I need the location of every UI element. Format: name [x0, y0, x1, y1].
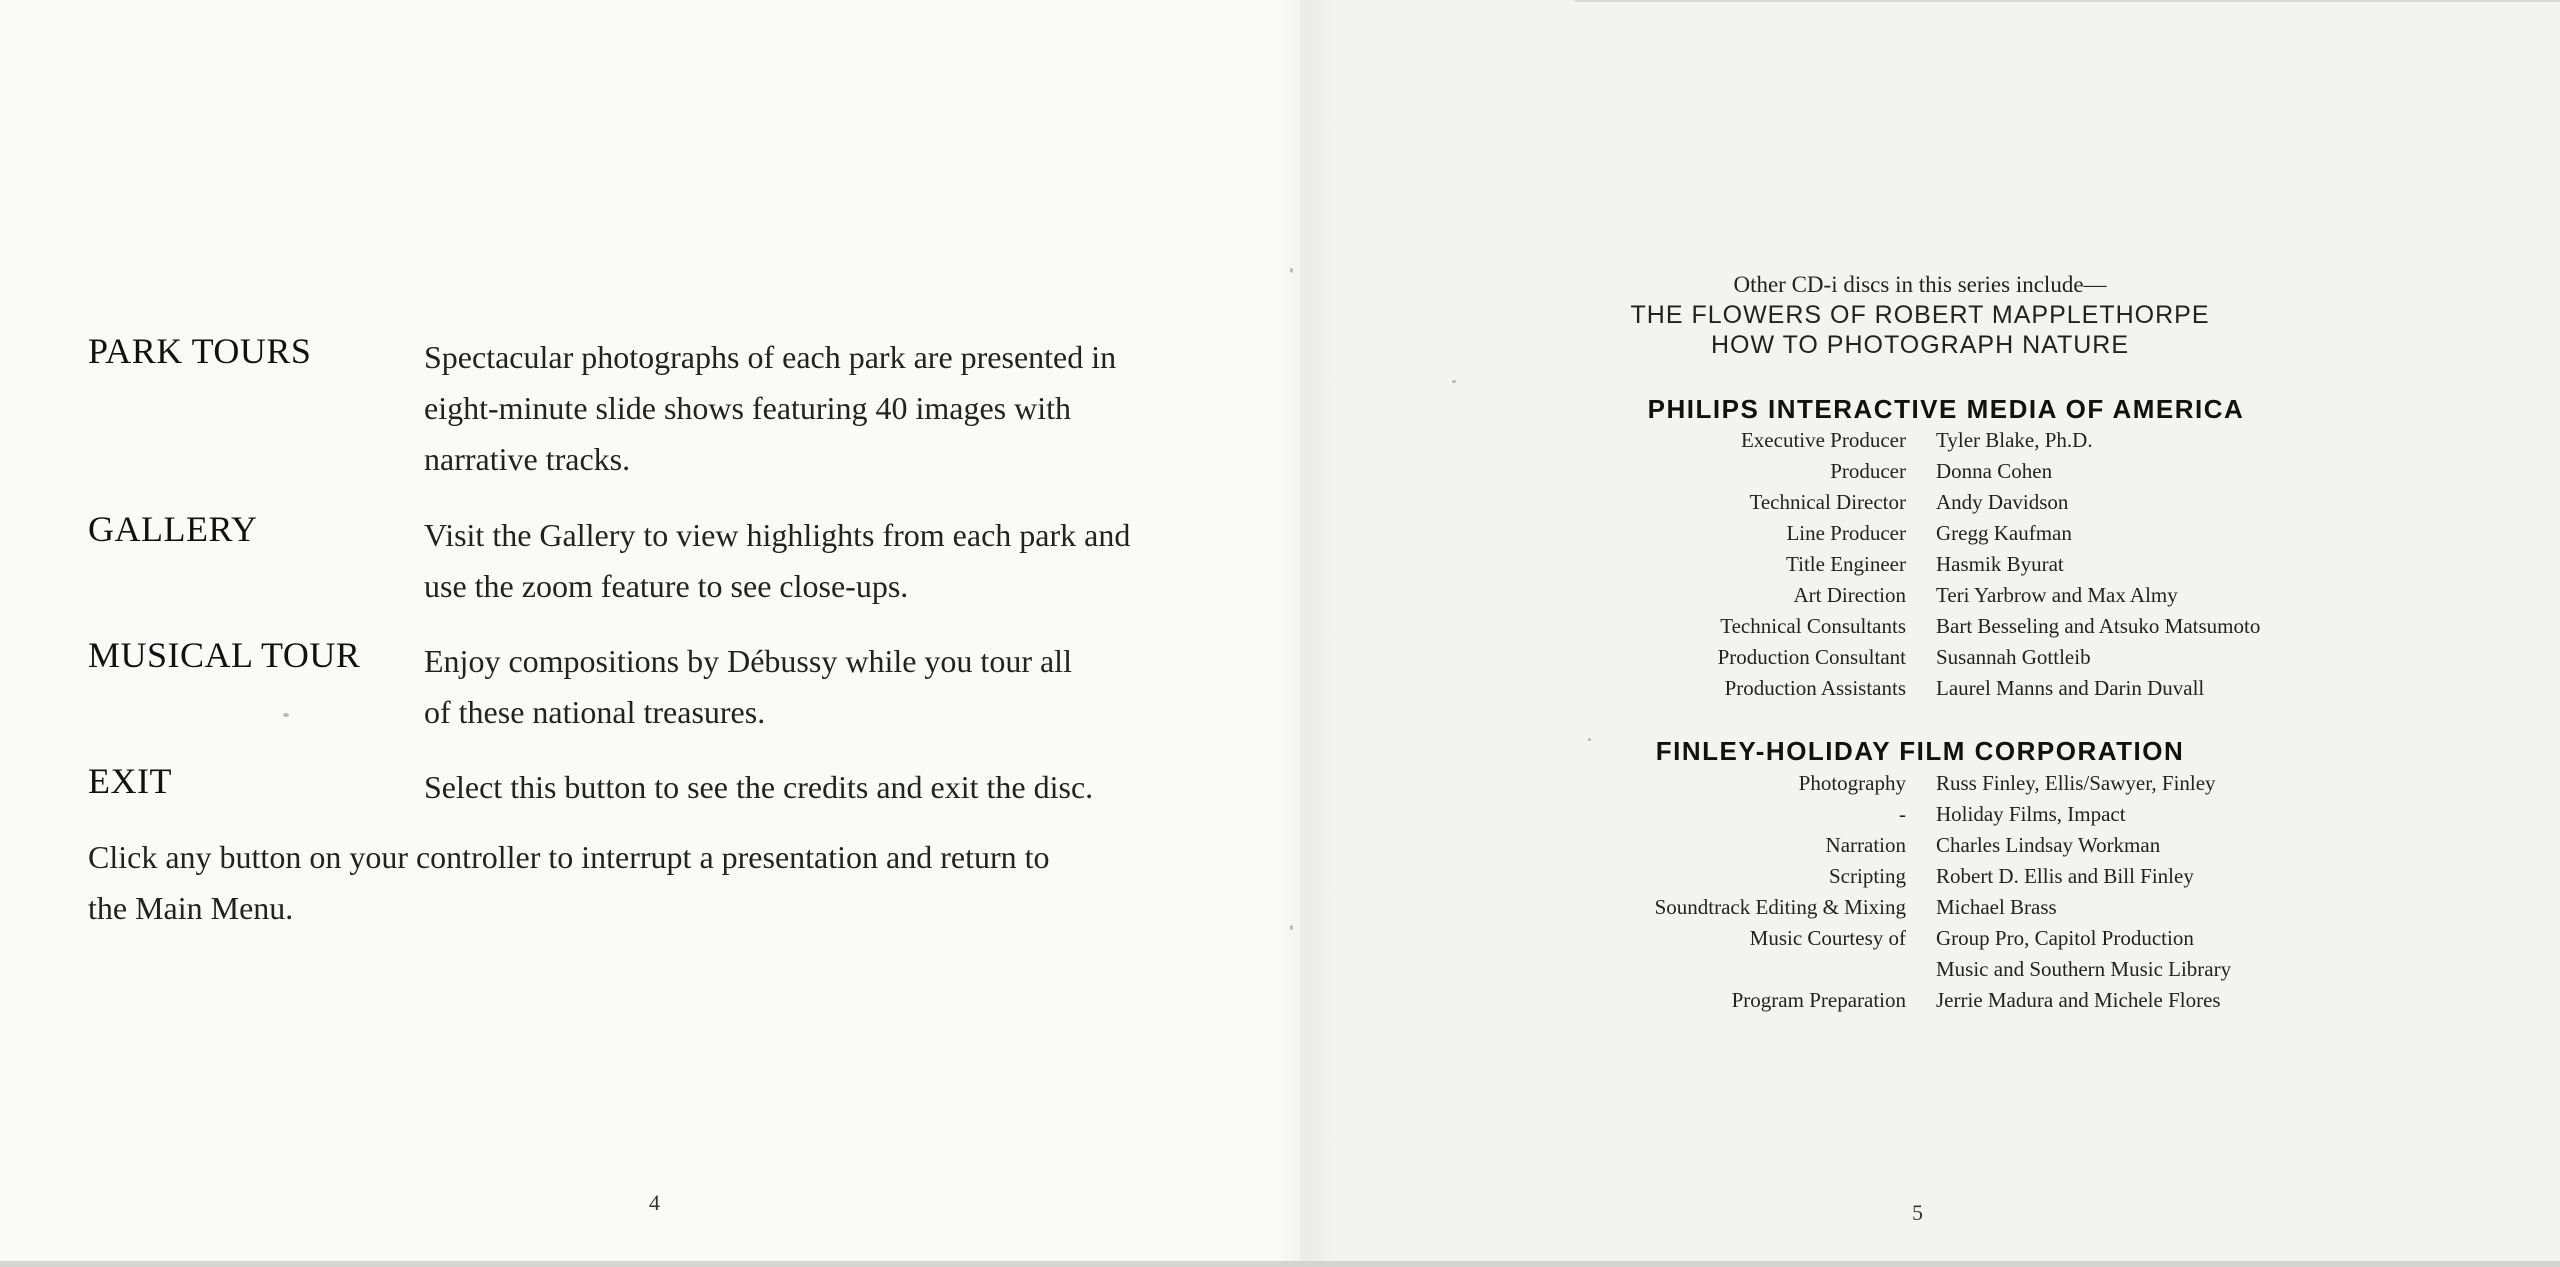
- scan-speck: [1588, 738, 1591, 741]
- menu-description-exit: [424, 762, 1324, 813]
- credit-row: [1560, 830, 2380, 861]
- menu-label-park-tours: PARK TOURS: [88, 331, 312, 371]
- credit-role: Title Engineer: [1786, 552, 1906, 576]
- menu-description-gallery: [424, 510, 1324, 612]
- credit-name: Hasmik Byurat: [1936, 552, 2064, 576]
- menu-description-musical-tour: [424, 636, 1324, 738]
- menu-label-exit: EXIT: [88, 761, 172, 801]
- credit-role: -: [1899, 802, 1906, 826]
- description-line: narrative tracks.: [424, 441, 631, 477]
- note-line: the Main Menu.: [88, 890, 294, 926]
- series-intro: Other CD-i discs in this series include—: [1733, 272, 2107, 297]
- credit-row: [1560, 518, 2380, 549]
- credit-name: Group Pro, Capitol Production: [1936, 926, 2194, 950]
- credit-row: [1560, 768, 2380, 799]
- credit-role: Technical Director: [1749, 490, 1906, 514]
- credit-name: Bart Besseling and Atsuko Matsumoto: [1936, 614, 2261, 638]
- scan-speck: [283, 713, 289, 717]
- credits-list-finley: [1560, 768, 2380, 1016]
- credit-role: Executive Producer: [1740, 428, 1906, 452]
- credit-name: Susannah Gottleib: [1936, 645, 2091, 669]
- credit-name: Donna Cohen: [1936, 459, 2053, 483]
- description-line: eight-minute slide shows featuring 40 images with: [424, 390, 1071, 426]
- credit-role: Photography: [1798, 771, 1906, 795]
- credit-name: Russ Finley, Ellis/Sawyer, Finley: [1936, 771, 2216, 795]
- credit-row: [1560, 799, 2380, 830]
- credits-list-philips: [1560, 425, 2380, 704]
- menu-description-park-tours: [424, 332, 1324, 485]
- description-line: Visit the Gallery to view highlights from each park and: [424, 517, 1131, 553]
- note-line: Click any button on your controller to interrupt a presentation and return to: [88, 839, 1050, 875]
- credit-row: [1560, 954, 2380, 985]
- credit-name: Charles Lindsay Workman: [1936, 833, 2161, 857]
- series-title: HOW TO PHOTOGRAPH NATURE: [1710, 331, 2130, 359]
- series-list: [1560, 270, 2280, 360]
- credit-row: [1560, 985, 2380, 1016]
- description-line: Enjoy compositions by Débussy while you tour all: [424, 643, 1072, 679]
- credit-row: [1560, 580, 2380, 611]
- credit-row: [1560, 642, 2380, 673]
- credit-role: Soundtrack Editing & Mixing: [1654, 895, 1906, 919]
- credit-name: Laurel Manns and Darin Duvall: [1936, 676, 2205, 700]
- scan-speck: [1290, 925, 1293, 930]
- credit-name: Music and Southern Music Library: [1936, 957, 2232, 981]
- credit-name: Gregg Kaufman: [1936, 521, 2072, 545]
- description-line: of these national treasures.: [424, 694, 766, 730]
- description-line: Select this button to see the credits and exit the disc.: [424, 769, 1094, 805]
- credit-role: Narration: [1825, 833, 1906, 857]
- company-heading-finley: FINLEY-HOLIDAY FILM CORPORATION: [1655, 736, 2185, 766]
- page-number-left: 4: [649, 1190, 660, 1215]
- credit-role: Program Preparation: [1731, 988, 1906, 1012]
- description-line: use the zoom feature to see close-ups.: [424, 568, 909, 604]
- credit-row: [1560, 425, 2380, 456]
- credit-name: Holiday Films, Impact: [1936, 802, 2126, 826]
- credit-name: Tyler Blake, Ph.D.: [1936, 428, 2093, 452]
- credit-name: Andy Davidson: [1936, 490, 2069, 514]
- credit-row: [1560, 892, 2380, 923]
- credit-role: Music Courtesy of: [1749, 926, 1906, 950]
- page-bottom-edge: [0, 1261, 2560, 1267]
- description-line: Spectacular photographs of each park are presented in: [424, 339, 1117, 375]
- credit-row: [1560, 549, 2380, 580]
- credit-role: Scripting: [1829, 864, 1906, 888]
- page-top-edge: [1575, 0, 2560, 2]
- page-number-right: 5: [1912, 1200, 1923, 1225]
- credit-name: Robert D. Ellis and Bill Finley: [1936, 864, 2194, 888]
- credit-role: Production Consultant: [1717, 645, 1906, 669]
- credit-row: [1560, 861, 2380, 892]
- credit-row: [1560, 611, 2380, 642]
- scan-speck: [1290, 268, 1293, 273]
- credit-row: [1560, 923, 2380, 954]
- menu-label-musical-tour: MUSICAL TOUR: [88, 635, 361, 675]
- interrupt-note: [88, 832, 1248, 934]
- scan-speck: [1452, 380, 1456, 383]
- credit-row: [1560, 456, 2380, 487]
- credit-name: Michael Brass: [1936, 895, 2057, 919]
- credit-role: Line Producer: [1786, 521, 1906, 545]
- credit-role: Art Direction: [1793, 583, 1906, 607]
- credit-role: Production Assistants: [1724, 676, 1906, 700]
- credit-role: Producer: [1830, 459, 1906, 483]
- company-heading-philips: PHILIPS INTERACTIVE MEDIA OF AMERICA: [1647, 394, 2245, 424]
- credit-role: Technical Consultants: [1720, 614, 1906, 638]
- series-title: THE FLOWERS OF ROBERT MAPPLETHORPE: [1630, 301, 2210, 329]
- credit-name: Jerrie Madura and Michele Flores: [1936, 988, 2221, 1012]
- page-gutter: [1275, 0, 1335, 1267]
- credit-role: [1560, 954, 1906, 985]
- credit-name: Teri Yarbrow and Max Almy: [1936, 583, 2178, 607]
- menu-label-gallery: GALLERY: [88, 509, 258, 549]
- credit-row: [1560, 487, 2380, 518]
- credit-row: [1560, 673, 2380, 704]
